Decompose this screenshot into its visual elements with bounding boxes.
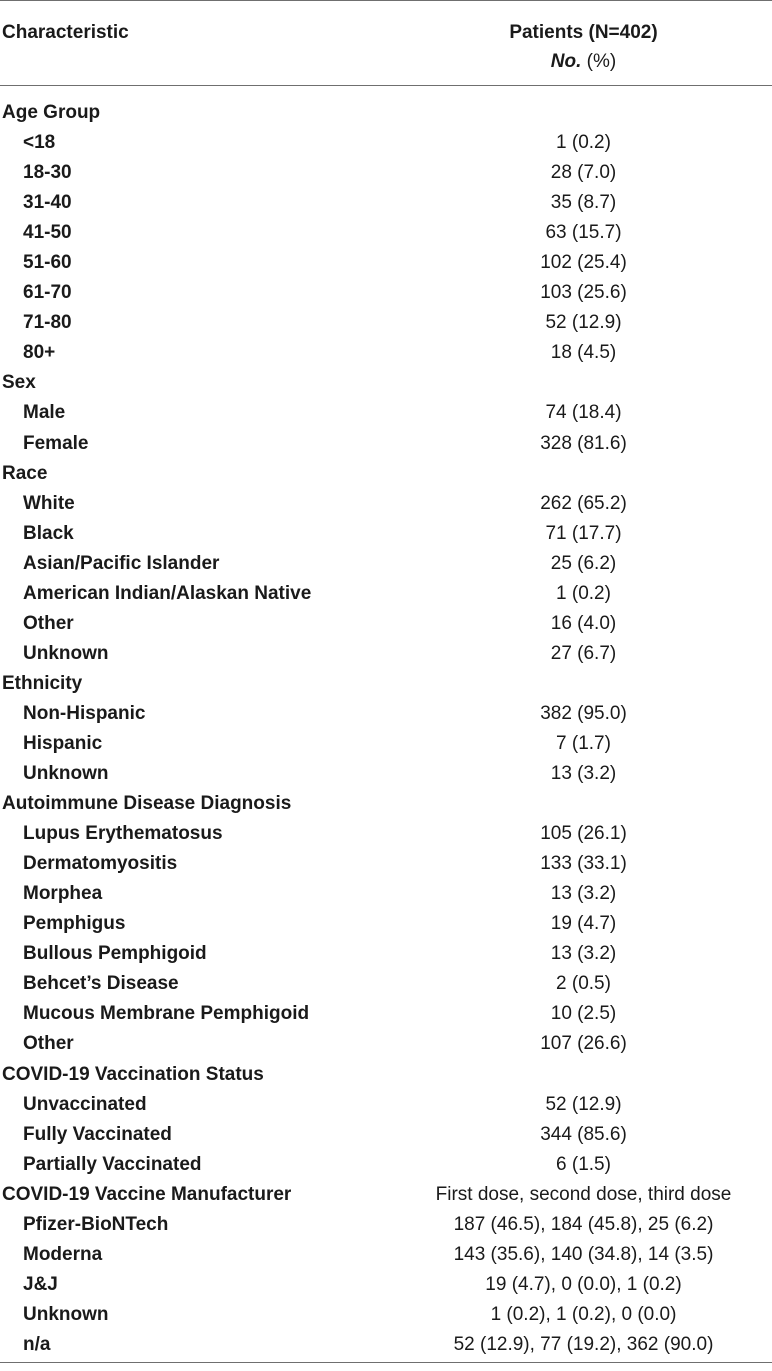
- row-value: 16 (4.0): [550, 612, 617, 634]
- row-value: 105 (26.1): [540, 823, 627, 845]
- row-label: Morphea: [23, 883, 103, 905]
- row-value: 18 (4.5): [550, 342, 617, 364]
- row-label: Lupus Erythematosus: [23, 823, 223, 845]
- no-label: No.: [550, 51, 582, 72]
- row-value: 19 (4.7): [550, 913, 617, 935]
- row-value: 52 (12.9): [545, 1093, 622, 1115]
- row-label: Partially Vaccinated: [23, 1153, 202, 1175]
- table-row: [0, 248, 772, 278]
- row-value: 27 (6.7): [550, 642, 617, 664]
- table-row: [0, 1210, 772, 1240]
- row-label: 61-70: [23, 282, 72, 304]
- row-label: Moderna: [23, 1243, 103, 1265]
- table-row: [0, 879, 772, 909]
- table-row: [0, 308, 772, 338]
- row-value: 10 (2.5): [550, 1003, 617, 1025]
- row-label: Bullous Pemphigoid: [23, 943, 207, 965]
- row-label: Female: [23, 432, 89, 454]
- table-row: [0, 429, 772, 459]
- table-row: [0, 909, 772, 939]
- row-value: 13 (3.2): [550, 883, 617, 905]
- table-bottom-rule: [0, 1362, 772, 1363]
- patients-header-label: Patients (N=402): [509, 22, 658, 43]
- table-row: [0, 1120, 772, 1150]
- group-label: Age Group: [2, 102, 101, 123]
- row-label: <18: [23, 132, 56, 154]
- group-label: Race: [2, 462, 48, 484]
- row-value: First dose, second dose, third dose: [435, 1183, 732, 1205]
- table-row: [0, 579, 772, 609]
- table-row: [0, 699, 772, 729]
- row-value: 52 (12.9), 77 (19.2), 362 (90.0): [453, 1333, 714, 1355]
- row-label: 31-40: [23, 192, 72, 214]
- group-label: Autoimmune Disease Diagnosis: [2, 793, 292, 815]
- row-label: Mucous Membrane Pemphigoid: [23, 1003, 310, 1025]
- table-row: [0, 759, 772, 789]
- table-row: [0, 1240, 772, 1270]
- row-label: Unknown: [23, 642, 109, 664]
- row-label: Unknown: [23, 1303, 109, 1325]
- column-header-patients: [396, 18, 771, 76]
- row-label: American Indian/Alaskan Native: [23, 582, 312, 604]
- table-row: [0, 999, 772, 1029]
- table-row: [0, 489, 772, 519]
- table-row: [0, 1330, 772, 1360]
- row-value: 6 (1.5): [556, 1153, 611, 1175]
- patients-header-subtitle: [396, 47, 771, 76]
- row-value: 74 (18.4): [545, 402, 622, 424]
- header-divider-rule: [0, 85, 772, 86]
- row-label: Other: [23, 612, 74, 634]
- table-row: [0, 128, 772, 158]
- row-label: Black: [23, 522, 74, 544]
- group-header-row: [0, 1060, 772, 1090]
- row-value: 25 (6.2): [550, 552, 617, 574]
- table-row: [0, 1090, 772, 1120]
- row-label: Asian/Pacific Islander: [23, 552, 220, 574]
- row-value: 2 (0.5): [556, 973, 611, 995]
- table-row: [0, 549, 772, 579]
- row-label: n/a: [23, 1333, 51, 1355]
- group-label: COVID-19 Vaccination Status: [2, 1063, 264, 1085]
- row-value: 1 (0.2): [556, 132, 611, 154]
- table-row: [0, 1150, 772, 1180]
- row-label: Male: [23, 402, 66, 424]
- row-value: 7 (1.7): [556, 732, 611, 754]
- row-label: Hispanic: [23, 732, 103, 754]
- table-row: [0, 158, 772, 188]
- row-value: 143 (35.6), 140 (34.8), 14 (3.5): [453, 1243, 714, 1265]
- row-label: 71-80: [23, 312, 72, 334]
- table-row: [0, 519, 772, 549]
- row-value: 1 (0.2), 1 (0.2), 0 (0.0): [490, 1303, 677, 1325]
- row-value: 382 (95.0): [540, 702, 627, 724]
- row-value: 28 (7.0): [550, 162, 617, 184]
- table-row: [0, 218, 772, 248]
- row-label: Unknown: [23, 763, 109, 785]
- row-value: 344 (85.6): [540, 1123, 627, 1145]
- group-header-row: [0, 459, 772, 489]
- row-label: 41-50: [23, 222, 72, 244]
- group-label: Ethnicity: [2, 672, 83, 694]
- row-value: 107 (26.6): [540, 1033, 627, 1055]
- row-value: 133 (33.1): [540, 853, 627, 875]
- row-value: 1 (0.2): [556, 582, 611, 604]
- row-value: 103 (25.6): [540, 282, 627, 304]
- group-header-row: [0, 669, 772, 699]
- table-row: [0, 1300, 772, 1330]
- row-value: 63 (15.7): [545, 222, 622, 244]
- row-label: Pfizer-BioNTech: [23, 1213, 169, 1235]
- row-label: J&J: [23, 1273, 58, 1295]
- column-header-characteristic: Characteristic: [2, 22, 129, 43]
- row-value: 262 (65.2): [540, 492, 627, 514]
- group-header-row: [0, 1180, 772, 1210]
- row-label: Dermatomyositis: [23, 853, 178, 875]
- table-top-rule: [0, 0, 772, 1]
- row-value: 19 (4.7), 0 (0.0), 1 (0.2): [485, 1273, 682, 1295]
- row-value: 102 (25.4): [540, 252, 627, 274]
- row-label: Non-Hispanic: [23, 702, 146, 724]
- row-value: 13 (3.2): [550, 943, 617, 965]
- row-value: 328 (81.6): [540, 432, 627, 454]
- row-value: 52 (12.9): [545, 312, 622, 334]
- row-label: Unvaccinated: [23, 1093, 147, 1115]
- table-row: [0, 188, 772, 218]
- row-label: 80+: [23, 342, 56, 364]
- row-value: 71 (17.7): [545, 522, 622, 544]
- table-row: [0, 819, 772, 849]
- row-label: Fully Vaccinated: [23, 1123, 172, 1145]
- row-value: 187 (46.5), 184 (45.8), 25 (6.2): [453, 1213, 714, 1235]
- row-label: Behcet’s Disease: [23, 973, 179, 995]
- row-label: Other: [23, 1033, 74, 1055]
- table-row: [0, 969, 772, 999]
- group-header-row: [0, 789, 772, 819]
- table-row: [0, 1029, 772, 1059]
- table-row: [0, 639, 772, 669]
- row-label: 51-60: [23, 252, 72, 274]
- table-row: [0, 849, 772, 879]
- table-body: [0, 98, 772, 1360]
- percent-label: (%): [581, 51, 617, 72]
- group-label: COVID-19 Vaccine Manufacturer: [2, 1183, 292, 1205]
- table-row: [0, 1270, 772, 1300]
- table-row: [0, 398, 772, 428]
- group-header-row: [0, 368, 772, 398]
- row-value: 35 (8.7): [550, 192, 617, 214]
- row-label: 18-30: [23, 162, 72, 184]
- table-row: [0, 609, 772, 639]
- row-label: Pemphigus: [23, 913, 126, 935]
- table-row: [0, 939, 772, 969]
- table-row: [0, 338, 772, 368]
- table-row: [0, 729, 772, 759]
- row-value: 13 (3.2): [550, 763, 617, 785]
- table-row: [0, 278, 772, 308]
- group-header-row: [0, 98, 772, 128]
- row-label: White: [23, 492, 75, 514]
- group-label: Sex: [2, 372, 36, 394]
